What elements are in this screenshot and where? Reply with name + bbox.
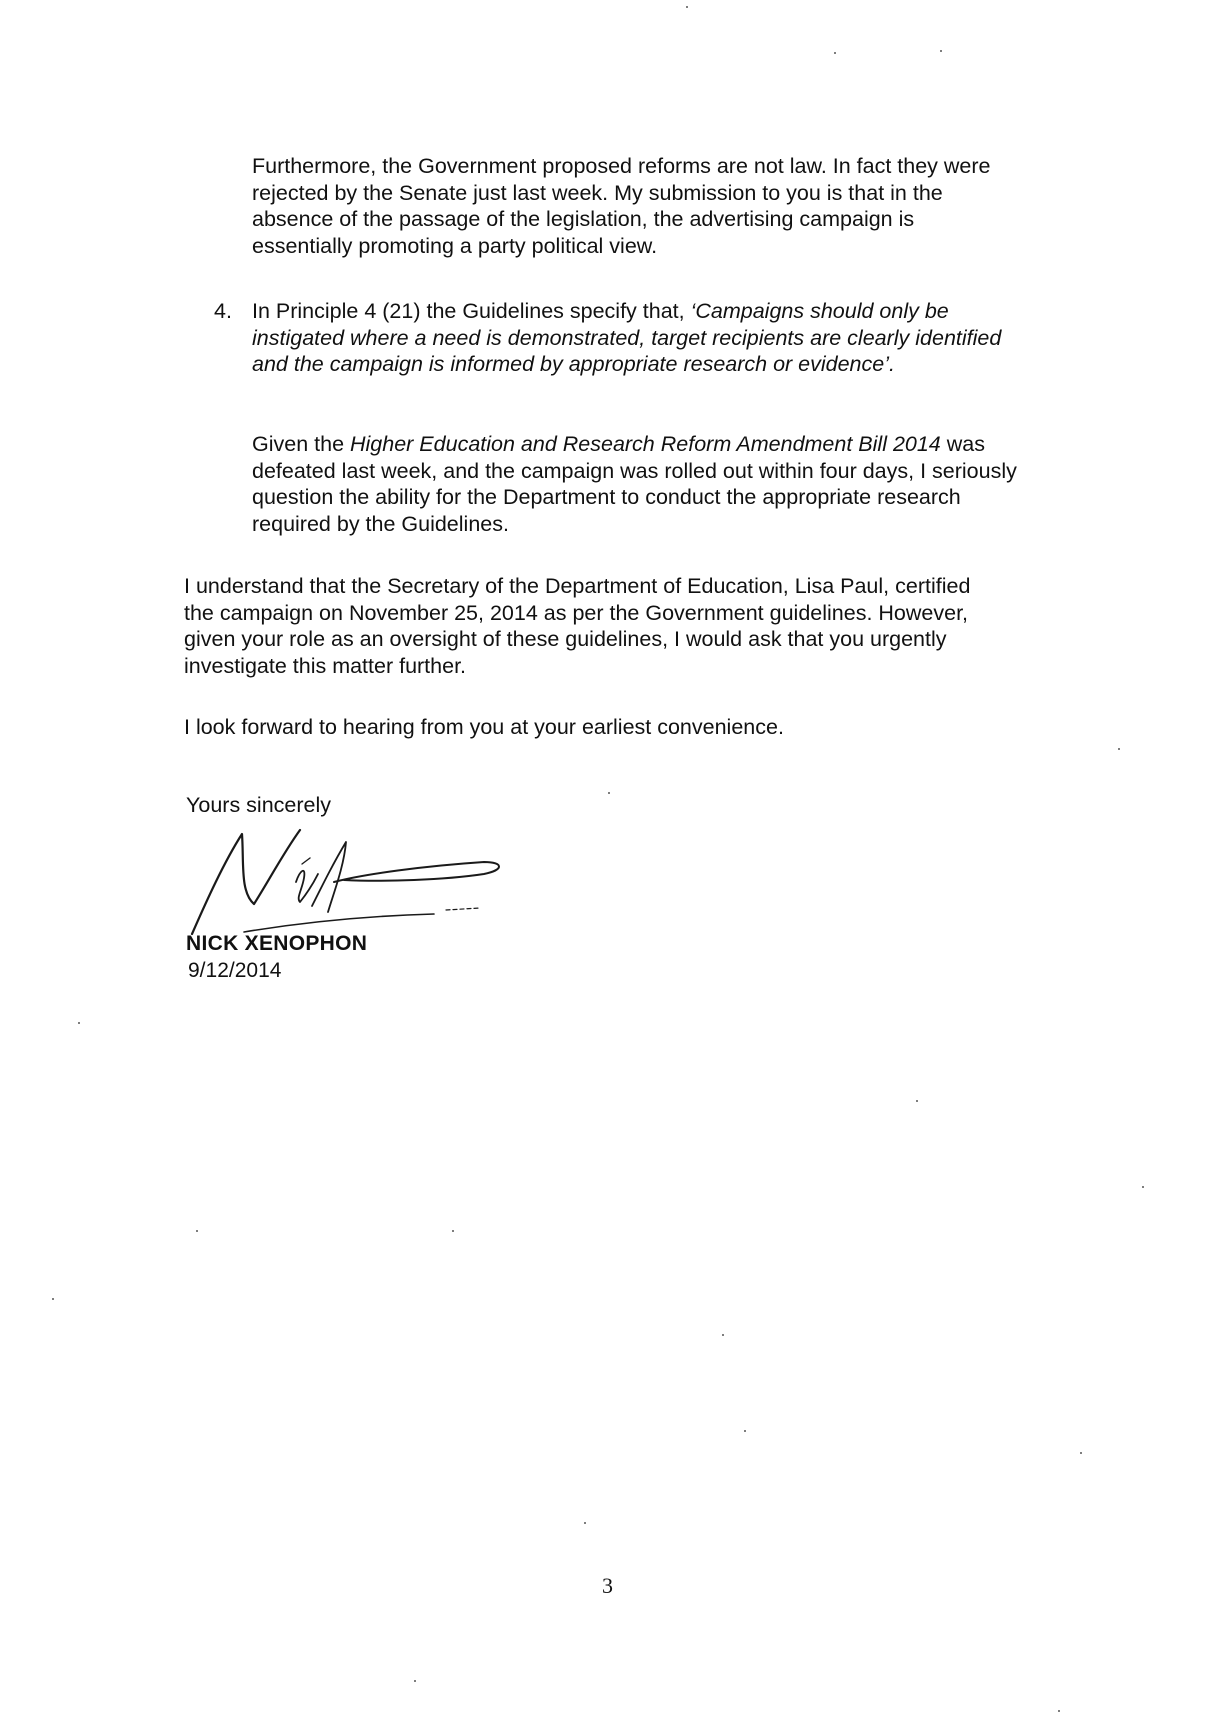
handwritten-signature <box>184 822 524 944</box>
scan-speck <box>722 1334 724 1336</box>
paragraph-bill-defeated <box>252 431 1022 537</box>
scan-speck <box>196 1230 198 1232</box>
closing-salutation: Yours sincerely <box>186 793 331 817</box>
principle-intro: In Principle 4 (21) the Guidelines specify that, <box>252 299 691 323</box>
page-number: 3 <box>602 1573 613 1598</box>
letter-date: 9/12/2014 <box>188 959 282 982</box>
paragraph-reforms-not-law: Furthermore, the Government proposed reforms are not law. In fact they were rejected by the Senate just last week. My submission to you is that in the absence of the passage of the legislation, the advertising campaign is essentially promoting a party political view. <box>252 154 991 258</box>
scan-speck <box>686 6 688 8</box>
scan-speck <box>940 50 942 52</box>
paragraph-look-forward: I look forward to hearing from you at your earliest convenience. <box>184 715 784 739</box>
scan-speck <box>1080 1452 1082 1454</box>
bill-title: Higher Education and Research Reform Amendment Bill 2014 <box>350 432 941 456</box>
scan-speck <box>78 1022 80 1024</box>
list-item-number: 4. <box>214 299 232 323</box>
scan-speck <box>1058 1710 1060 1712</box>
given-lead: Given the <box>252 432 350 456</box>
list-item-body <box>252 298 1022 378</box>
scan-speck <box>608 792 610 794</box>
scan-speck <box>834 52 836 54</box>
scan-speck <box>744 1430 746 1432</box>
scan-speck <box>414 1680 416 1682</box>
guidelines-quote: ‘Campaigns should only be instigated where a need is demonstrated, target recipients are clearly identified and the campaign is informed by appropriate research or evidence’. <box>252 299 1002 376</box>
scan-speck <box>1142 1186 1144 1188</box>
given-rest: was defeated last week, and the campaign was rolled out within four days, I seriously question the ability for the Department to conduct the appropriate research required by the Guidelines. <box>252 432 1017 536</box>
scan-speck <box>52 1298 54 1300</box>
scan-speck <box>452 1230 454 1232</box>
scan-speck <box>916 1100 918 1102</box>
signer-name: NICK XENOPHON <box>186 932 368 955</box>
scan-speck <box>1118 748 1120 750</box>
scan-speck <box>584 1522 586 1524</box>
paragraph-secretary-certified: I understand that the Secretary of the Department of Education, Lisa Paul, certified the campaign on November 25, 2014 as per the Government guidelines. However, given your role as an oversight of these guidelines, I would ask that you urgently investigate this matter further. <box>184 574 971 678</box>
